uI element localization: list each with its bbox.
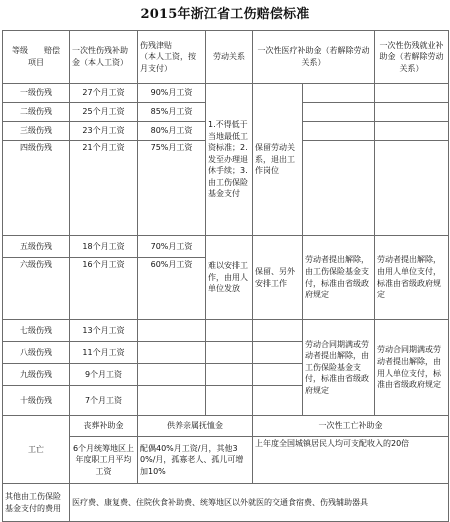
grade-name: 八级伤残: [3, 342, 70, 364]
table-row: [3, 84, 449, 103]
empty-cell: [375, 141, 449, 236]
document-title: 2015年浙江省工伤赔偿标准: [140, 7, 310, 22]
empty-cell: [303, 84, 375, 103]
grade-one-time: 13个月工资: [70, 320, 138, 342]
table-row: [3, 320, 449, 342]
empty-cell: [206, 342, 253, 364]
fund-row: [3, 484, 449, 522]
death-one-time-value: 上年度全国城镇居民人均可支配收入的20倍: [253, 437, 449, 484]
table-row: [3, 236, 449, 258]
empty-cell: [206, 320, 253, 342]
grade-allowance: 75%月工资: [138, 141, 206, 236]
death-label: 工亡: [3, 416, 70, 484]
empty-cell: [253, 386, 303, 416]
death-value-row: [3, 437, 449, 484]
grade-allowance: 90%月工资: [138, 84, 206, 103]
header-labor-relation: 劳动关系: [206, 31, 253, 84]
fund-value: 医疗费、康复费、住院伙食补助费、统筹地区以外就医的交通食宿费、伤残辅助器具: [70, 484, 449, 522]
header-grade-line2: 项目: [28, 58, 44, 67]
header-one-time-employment: 一次性伤残就业补助金（若解除劳动关系）: [375, 31, 449, 84]
death-one-time-header: 一次性工亡补助金: [253, 416, 449, 437]
header-disability-allowance: 伤残津贴 （本人工资，按月支付）: [138, 31, 206, 84]
grade-one-time: 21个月工资: [70, 141, 138, 236]
grade-name: 十级伤残: [3, 386, 70, 416]
grade-one-time: 16个月工资: [70, 258, 138, 320]
empty-cell: [303, 141, 375, 236]
grade5-6-allowance-note: 难以安排工作，由用人单位发放: [206, 236, 253, 320]
grade-name: 三级伤残: [3, 122, 70, 141]
empty-cell: [375, 103, 449, 122]
grade-one-time: 7个月工资: [70, 386, 138, 416]
grade-name: 一级伤残: [3, 84, 70, 103]
grade-allowance: 80%月工资: [138, 122, 206, 141]
death-header-row: [3, 416, 449, 437]
death-dependent-value: 配偶40%月工资/月，其他30%/月，孤寡老人、孤儿可增加10%: [138, 437, 253, 484]
empty-cell: [206, 364, 253, 386]
grade5-6-medical: 劳动者提出解除，由工伤保险基金支付，标准由省级政府规定: [303, 236, 375, 320]
grade-name: 五级伤残: [3, 236, 70, 258]
empty-cell: [138, 342, 206, 364]
grade-name: 六级伤残: [3, 258, 70, 320]
header-one-time-medical: 一次性医疗补助金（若解除劳动关系）: [253, 31, 375, 84]
grade-name: 七级伤残: [3, 320, 70, 342]
grade-one-time: 23个月工资: [70, 122, 138, 141]
grade-one-time: 25个月工资: [70, 103, 138, 122]
empty-cell: [375, 84, 449, 103]
grade1-4-relation: 保留劳动关系，退出工作岗位: [253, 84, 303, 236]
grade-name: 九级伤残: [3, 364, 70, 386]
grade-name: 二级伤残: [3, 103, 70, 122]
empty-cell: [206, 386, 253, 416]
empty-cell: [138, 320, 206, 342]
grade5-6-employment: 劳动者提出解除，由用人单位支付，标准由省级政府规定: [375, 236, 449, 320]
death-funeral-value: 6个月统筹地区上年度职工月平均工资: [70, 437, 138, 484]
death-dependent-header: 供养亲属抚恤金: [138, 416, 253, 437]
empty-cell: [253, 320, 303, 342]
header-one-time-disability: 一次性伤残补助金（本人工资）: [70, 31, 138, 84]
grade-one-time: 27个月工资: [70, 84, 138, 103]
empty-cell: [138, 364, 206, 386]
grade-allowance: 60%月工资: [138, 258, 206, 320]
empty-cell: [253, 364, 303, 386]
header-grade-line1: 等级 赔偿: [12, 46, 60, 56]
grade1-4-allowance-note: 1.不得低于当地最低工资标准；2.发至办理退休手续；3.由工伤保险基金支付: [206, 84, 253, 236]
grade-one-time: 11个月工资: [70, 342, 138, 364]
grade7-10-employment: 劳动合同期满或劳动者提出解除，由用人单位支付，标准由省级政府规定: [375, 320, 449, 416]
grade-one-time: 18个月工资: [70, 236, 138, 258]
empty-cell: [138, 386, 206, 416]
empty-cell: [303, 122, 375, 141]
death-funeral-header: 丧葬补助金: [70, 416, 138, 437]
grade-name: 四级伤残: [3, 141, 70, 236]
grade7-10-medical: 劳动合同期满或劳动者提出解除，由工伤保险基金支付，标准由省级政府规定: [303, 320, 375, 416]
empty-cell: [253, 342, 303, 364]
fund-label: 其他由工伤保险基金支付的费用: [3, 484, 70, 522]
table-header-row: [3, 31, 449, 84]
empty-cell: [303, 103, 375, 122]
header-grade-cell: [3, 31, 70, 84]
grade5-6-relation: 保留、另外安排工作: [253, 236, 303, 320]
grade-one-time: 9个月工资: [70, 364, 138, 386]
compensation-table: [2, 30, 449, 522]
grade-allowance: 85%月工资: [138, 103, 206, 122]
grade-allowance: 70%月工资: [138, 236, 206, 258]
empty-cell: [375, 122, 449, 141]
